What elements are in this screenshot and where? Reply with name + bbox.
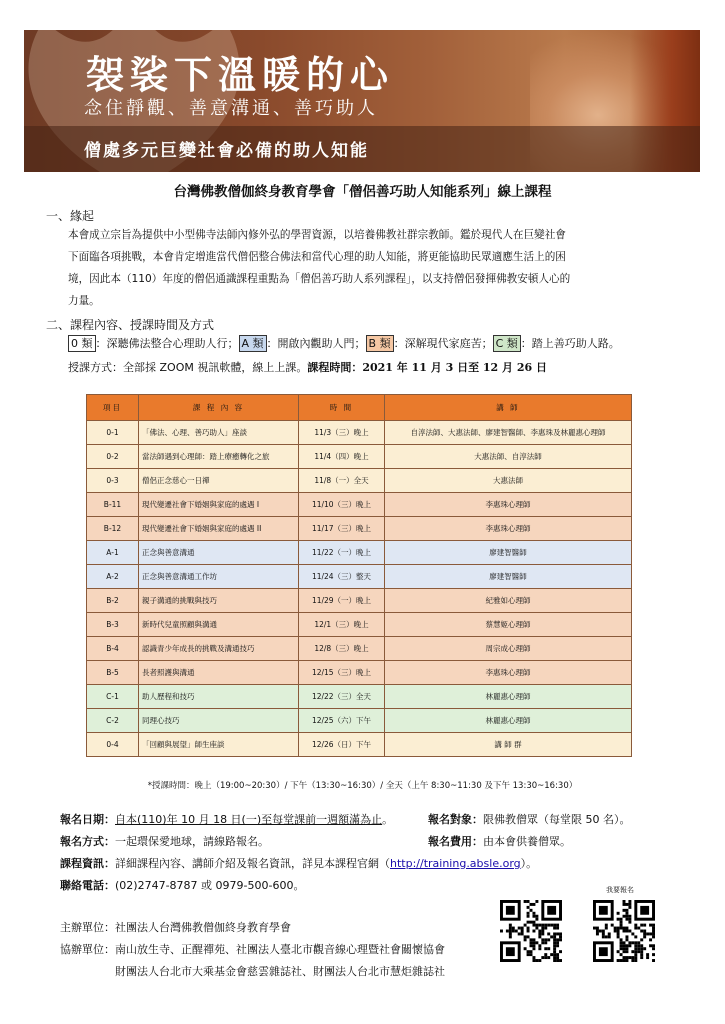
table-row bbox=[87, 733, 632, 757]
row-time: 11/17（三）晚上 bbox=[299, 517, 385, 541]
host-value: 社團法人台灣佛教僧伽終身教育學會 bbox=[115, 921, 291, 934]
co-label: 協辦單位： bbox=[60, 943, 115, 956]
table-row bbox=[87, 493, 632, 517]
section1-line: 境，因此本（110）年度的僧侶通識課程重點為「僧侶善巧助人系列課程」，以支持僧侶發揮佛教安頓人心的 bbox=[68, 273, 571, 285]
row-id: B-11 bbox=[87, 493, 139, 517]
row-time: 12/1（三）晚上 bbox=[299, 613, 385, 637]
row-teacher: 林麗惠心理師 bbox=[385, 709, 632, 733]
row-time: 12/8（三）晚上 bbox=[299, 637, 385, 661]
category-tag-a: A 類 bbox=[239, 335, 267, 352]
category-text: ：開啟內觀助人門； bbox=[266, 337, 366, 350]
row-time: 11/22（一）晚上 bbox=[299, 541, 385, 565]
row-teacher: 講 師 群 bbox=[385, 733, 632, 757]
row-id: 0-3 bbox=[87, 469, 139, 493]
reg-date bbox=[60, 811, 393, 827]
audience-label: 報名對象： bbox=[428, 813, 483, 826]
banner bbox=[24, 30, 700, 172]
phone bbox=[60, 877, 304, 893]
table-row bbox=[87, 469, 632, 493]
table-row bbox=[87, 685, 632, 709]
row-teacher: 周宗成心理師 bbox=[385, 637, 632, 661]
fee-label: 報名費用： bbox=[428, 835, 483, 848]
row-course: 現代變遷社會下婚姻與家庭的處遇 I bbox=[139, 493, 299, 517]
category-legend bbox=[68, 335, 620, 352]
row-course: 長者照護與溝通 bbox=[139, 661, 299, 685]
row-time: 11/24（三）整天 bbox=[299, 565, 385, 589]
header-item: 項目 bbox=[87, 395, 139, 421]
method-text: 授課方式：全部採 ZOOM 視訊軟體，線上上課。 bbox=[68, 361, 308, 374]
row-id: B-12 bbox=[87, 517, 139, 541]
table-row bbox=[87, 541, 632, 565]
category-tag-b: B 類 bbox=[366, 335, 394, 352]
row-id: 0-4 bbox=[87, 733, 139, 757]
section1-heading: 一、緣起 bbox=[46, 209, 95, 223]
row-time: 12/25（六）下午 bbox=[299, 709, 385, 733]
course-info-end: ）。 bbox=[520, 857, 538, 870]
row-course: 同理心技巧 bbox=[139, 709, 299, 733]
header-course: 課 程 內 容 bbox=[139, 395, 299, 421]
reg-date-end: 。 bbox=[382, 813, 394, 826]
reg-method-value: 一起環保愛地球，請線路報名。 bbox=[115, 835, 269, 848]
course-info-label: 課程資訊： bbox=[60, 857, 115, 870]
row-id: C-2 bbox=[87, 709, 139, 733]
row-id: A-2 bbox=[87, 565, 139, 589]
host-unit bbox=[60, 919, 291, 935]
row-id: B-4 bbox=[87, 637, 139, 661]
audience-value: 限佛教僧眾（每堂限 50 名）。 bbox=[483, 813, 631, 826]
section1-line: 力量。 bbox=[68, 295, 100, 307]
table-row bbox=[87, 445, 632, 469]
table-header-row bbox=[87, 395, 632, 421]
section2-heading: 二、課程內容、授課時間及方式 bbox=[46, 318, 215, 332]
qr-code-website-icon[interactable] bbox=[500, 900, 562, 962]
co-organizer bbox=[60, 941, 445, 957]
row-course: 正念與善意溝通工作坊 bbox=[139, 565, 299, 589]
header-teacher: 講 師 bbox=[385, 395, 632, 421]
row-id: 0-2 bbox=[87, 445, 139, 469]
audience bbox=[428, 811, 631, 827]
co-line2: 財團法人台北市大乘基金會慈雲雜誌社、財團法人台北市慧炬雜誌社 bbox=[115, 965, 445, 978]
reg-method bbox=[60, 833, 269, 849]
row-course: 認識青少年成長的挑戰及溝通技巧 bbox=[139, 637, 299, 661]
table-row bbox=[87, 517, 632, 541]
schedule-table bbox=[86, 394, 632, 757]
reg-date-label: 報名日期： bbox=[60, 813, 115, 826]
teaching-method bbox=[68, 359, 547, 375]
row-teacher: 大惠法師 bbox=[385, 469, 632, 493]
table-row bbox=[87, 637, 632, 661]
row-teacher: 李惠珠心理師 bbox=[385, 493, 632, 517]
section1-line: 本會成立宗旨為提供中小型佛寺法師內修外弘的學習資源，以培養佛教社群宗教師。鑑於現代人在巨變社會 bbox=[68, 229, 566, 241]
host-label: 主辦單位： bbox=[60, 921, 115, 934]
row-course: 「佛法、心理、善巧助人」座談 bbox=[139, 421, 299, 445]
row-time: 11/10（三）晚上 bbox=[299, 493, 385, 517]
row-course: 當法師遇到心理師：踏上療癒轉化之旅 bbox=[139, 445, 299, 469]
row-teacher: 廖建智醫師 bbox=[385, 541, 632, 565]
section1-line: 下面臨各項挑戰，本會肯定增進當代僧侶整合佛法和當代心理的助人知能，將更能協助民眾適應生活上的困 bbox=[68, 251, 566, 263]
course-info bbox=[60, 855, 537, 871]
banner-slogan: 僧處多元巨變社會必備的助人知能 bbox=[84, 141, 369, 161]
qr-register-label: 我要報名 bbox=[606, 886, 634, 894]
qr-code-register-icon[interactable] bbox=[593, 900, 655, 962]
row-teacher: 紀雅如心理師 bbox=[385, 589, 632, 613]
row-time: 11/4（四）晚上 bbox=[299, 445, 385, 469]
course-website-link[interactable]: http://training.absle.org bbox=[390, 857, 521, 870]
row-time: 11/29（一）晚上 bbox=[299, 589, 385, 613]
row-teacher: 大惠法師、自淳法師 bbox=[385, 445, 632, 469]
header-time: 時 間 bbox=[299, 395, 385, 421]
row-id: A-1 bbox=[87, 541, 139, 565]
reg-date-value: 自本(110)年 10 月 18 日(一)至每堂課前一週額滿為止 bbox=[115, 813, 383, 826]
row-time: 12/22（三）全天 bbox=[299, 685, 385, 709]
row-id: 0-1 bbox=[87, 421, 139, 445]
row-time: 12/15（三）晚上 bbox=[299, 661, 385, 685]
banner-subtitle: 念住靜觀、善意溝通、善巧助人 bbox=[84, 98, 378, 119]
row-teacher: 李惠珠心理師 bbox=[385, 517, 632, 541]
row-course: 助人歷程和技巧 bbox=[139, 685, 299, 709]
row-time: 12/26（日）下午 bbox=[299, 733, 385, 757]
row-teacher: 自淳法師、大惠法師、廖建智醫師、李惠珠及林麗惠心理師 bbox=[385, 421, 632, 445]
row-id: B-3 bbox=[87, 613, 139, 637]
row-id: B-5 bbox=[87, 661, 139, 685]
row-course: 「回顧與展望」師生座談 bbox=[139, 733, 299, 757]
table-row bbox=[87, 709, 632, 733]
reg-method-label: 報名方式： bbox=[60, 835, 115, 848]
category-text: ：踏上善巧助人路。 bbox=[520, 337, 620, 350]
row-teacher: 林麗惠心理師 bbox=[385, 685, 632, 709]
row-teacher: 李惠珠心理師 bbox=[385, 661, 632, 685]
table-row bbox=[87, 661, 632, 685]
row-id: C-1 bbox=[87, 685, 139, 709]
row-course: 正念與善意溝通 bbox=[139, 541, 299, 565]
page-title: 台灣佛教僧伽終身教育學會「僧侶善巧助人知能系列」線上課程 bbox=[173, 184, 552, 200]
table-row bbox=[87, 565, 632, 589]
time-note: *授課時間：晚上（19:00~20:30）/ 下午（13:30~16:30）/ 全天（上午 8:30~11:30 及下午 13:30~16:30） bbox=[147, 781, 578, 791]
course-info-value: 詳細課程內容、講師介紹及報名資訊，詳見本課程官網（ bbox=[115, 857, 390, 870]
row-teacher: 廖建智醫師 bbox=[385, 565, 632, 589]
co-line1: 南山放生寺、正醒禪苑、社團法人臺北市觀音線心理暨社會關懷協會 bbox=[115, 943, 445, 956]
table-row bbox=[87, 613, 632, 637]
phone-value: (02)2747-8787 或 0979-500-600。 bbox=[115, 879, 305, 892]
category-text: ：深聽佛法整合心理助人行； bbox=[95, 337, 239, 350]
category-tag-o: 0 類 bbox=[68, 335, 96, 352]
row-course: 僧侶正念慈心一日禪 bbox=[139, 469, 299, 493]
row-time: 11/8（一）全天 bbox=[299, 469, 385, 493]
course-period: 課程時間：2021 年 11 月 3 日至 12 月 26 日 bbox=[307, 361, 548, 374]
schedule-body bbox=[87, 421, 632, 757]
category-text: ：深解現代家庭苦； bbox=[393, 337, 493, 350]
row-course: 新時代兒童照顧與溝通 bbox=[139, 613, 299, 637]
fee-value: 由本會供養僧眾。 bbox=[483, 835, 571, 848]
category-tag-c: C 類 bbox=[493, 335, 521, 352]
phone-label: 聯絡電話： bbox=[60, 879, 115, 892]
fee bbox=[428, 833, 571, 849]
row-time: 11/3（三）晚上 bbox=[299, 421, 385, 445]
row-course: 親子溝通的挑戰與技巧 bbox=[139, 589, 299, 613]
row-id: B-2 bbox=[87, 589, 139, 613]
banner-title: 袈裟下溫暖的心 bbox=[86, 52, 395, 97]
row-course: 現代變遷社會下婚姻與家庭的處遇 II bbox=[139, 517, 299, 541]
row-teacher: 蔡慧姬心理師 bbox=[385, 613, 632, 637]
table-row bbox=[87, 589, 632, 613]
table-row bbox=[87, 421, 632, 445]
